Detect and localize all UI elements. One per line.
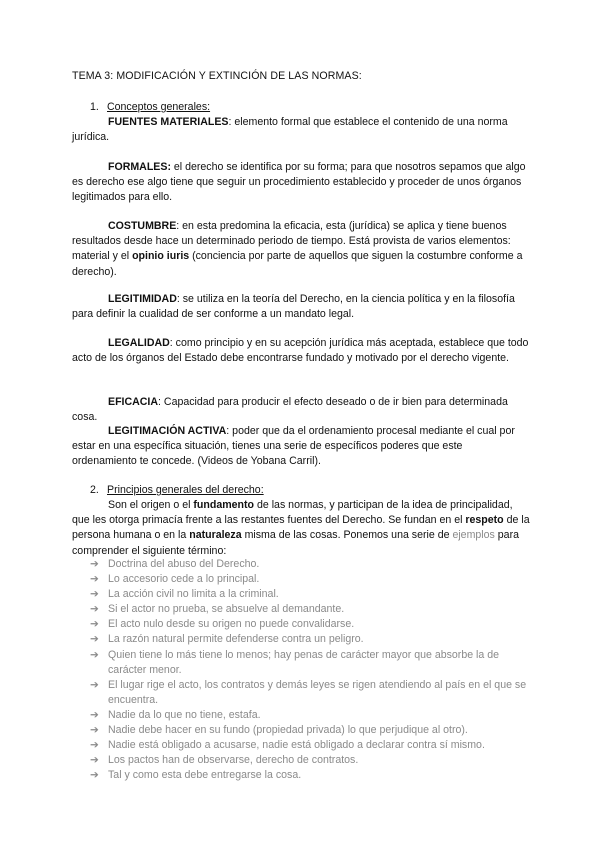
list-item bbox=[90, 738, 530, 753]
paragraph-formales bbox=[72, 160, 530, 206]
list-item bbox=[90, 678, 530, 708]
definition-fuentes-materiales: : elemento formal que establece el contenido de una norma jurídica. bbox=[72, 116, 508, 144]
list-item bbox=[90, 708, 530, 723]
definition-legitimacion-activa: : poder que da el ordenamiento procesal mediante el cual por estar en una específica situación, tienes una serie de específicos poderes que este ordenamiento te concede. (Videos de Yobana Carril). bbox=[72, 425, 515, 468]
list-item bbox=[90, 602, 530, 617]
list-item-text: Si el actor no prueba, se absuelve al demandante. bbox=[108, 603, 345, 616]
list-item-text: El lugar rige el acto, los contratos y demás leyes se rigen atendiendo al país en el que se encuentra. bbox=[108, 678, 527, 706]
term-fuentes-materiales: FUENTES MATERIALES bbox=[108, 116, 229, 128]
paragraph-legitimidad bbox=[72, 292, 530, 322]
definition-legitimidad: : se utiliza en la teoría del Derecho, en la ciencia política y en la filosofía para definir la cualidad de ser conforme a un mandato legal. bbox=[72, 293, 515, 321]
term-formales: FORMALES: bbox=[108, 161, 171, 173]
definition-legalidad: : como principio y en su acepción jurídica más aceptada, establece que todo acto de los órganos del Estado debe encontrarse fundado y motivado por el derecho vigente. bbox=[72, 337, 529, 365]
list-item bbox=[90, 632, 530, 647]
list-item-text: Tal y como esta debe entregarse la cosa. bbox=[108, 769, 302, 782]
list-item-text: Los pactos han de observarse, derecho de contratos. bbox=[108, 754, 359, 767]
arrow-bullet-icon: ➔ bbox=[90, 588, 99, 601]
arrow-bullet-icon: ➔ bbox=[90, 633, 99, 646]
definition-costumbre-1: : en esta predomina la eficacia, esta (jurídica) se aplica y tiene buenos resultados desde hace un determinado periodo de tiempo. Está provista de varios elementos: material y el bbox=[72, 220, 511, 263]
list-item bbox=[90, 587, 530, 602]
term-legalidad: LEGALIDAD bbox=[108, 337, 170, 349]
definition-costumbre-2: (conciencia por parte de aquellos que siguen la costumbre conforme a derecho). bbox=[72, 250, 523, 278]
principios-text-3: de la persona humana o en la bbox=[72, 514, 530, 542]
arrow-bullet-icon: ➔ bbox=[90, 558, 99, 570]
arrow-bullet-icon: ➔ bbox=[90, 648, 99, 661]
section-1-number: 1. bbox=[90, 101, 99, 113]
term-opinio-iuris: opinio iuris bbox=[132, 250, 190, 263]
arrow-bullet-icon: ➔ bbox=[90, 769, 99, 782]
list-item-text: La acción civil no limita a la criminal. bbox=[108, 588, 279, 601]
list-item-text: Quien tiene lo más tiene lo menos; hay penas de carácter mayor que absorbe la de carácter menor. bbox=[108, 648, 500, 676]
arrow-bullet-icon: ➔ bbox=[90, 603, 99, 616]
list-item-text: El acto nulo desde su origen no puede convalidarse. bbox=[108, 618, 355, 631]
list-item-text: La razón natural permite defenderse contra un peligro. bbox=[108, 633, 364, 646]
term-naturaleza: naturaleza bbox=[189, 529, 242, 542]
list-item bbox=[90, 557, 530, 572]
arrow-bullet-icon: ➔ bbox=[90, 739, 99, 752]
arrow-bullet-icon: ➔ bbox=[90, 754, 99, 767]
document-title: TEMA 3: MODIFICACIÓN Y EXTINCIÓN DE LAS NORMAS: bbox=[72, 70, 362, 82]
paragraph-principios bbox=[72, 498, 530, 559]
section-1-title: Conceptos generales: bbox=[107, 101, 211, 113]
term-costumbre: COSTUMBRE bbox=[108, 220, 177, 232]
section-2-number: 2. bbox=[90, 484, 99, 496]
list-item bbox=[90, 572, 530, 587]
arrow-bullet-icon: ➔ bbox=[90, 678, 99, 691]
term-respeto: respeto bbox=[465, 514, 504, 527]
term-legitimacion-activa: LEGITIMACIÓN ACTIVA bbox=[108, 425, 227, 437]
list-item bbox=[90, 723, 530, 738]
principios-text-2: de las normas, y participan de la idea de principalidad, que les otorga primacía frente a las restantes fuentes del Derecho. Se fundan en el bbox=[72, 499, 513, 527]
list-item bbox=[90, 753, 530, 768]
term-fundamento: fundamento bbox=[193, 499, 255, 511]
paragraph-eficacia bbox=[72, 395, 530, 425]
principios-text-4: misma de las cosas. Ponemos una serie de bbox=[241, 529, 453, 542]
section-2-title: Principios generales del derecho: bbox=[107, 484, 264, 496]
definition-formales: el derecho se identifica por su forma; para que nosotros sepamos que algo es derecho ese algo tiene que seguir un procedimiento establecido y proceder de unos órganos legitimados para ello. bbox=[72, 161, 526, 204]
arrow-bullet-icon: ➔ bbox=[90, 573, 99, 586]
examples-list bbox=[90, 557, 530, 783]
principios-text-1: Son el origen o el bbox=[108, 499, 194, 511]
term-eficacia: EFICACIA bbox=[108, 396, 159, 408]
list-item bbox=[90, 648, 530, 678]
arrow-bullet-icon: ➔ bbox=[90, 618, 99, 631]
principios-ejemplos-word: ejemplos bbox=[452, 529, 495, 542]
paragraph-costumbre bbox=[72, 219, 530, 280]
list-item bbox=[90, 617, 530, 632]
list-item-text: Doctrina del abuso del Derecho. bbox=[108, 558, 260, 570]
section-1-heading bbox=[90, 101, 210, 113]
list-item-text: Nadie debe hacer en su fundo (propiedad privada) lo que perjudique al otro). bbox=[108, 724, 468, 737]
arrow-bullet-icon: ➔ bbox=[90, 724, 99, 737]
term-legitimidad: LEGITIMIDAD bbox=[108, 293, 177, 305]
paragraph-legalidad bbox=[72, 336, 530, 366]
paragraph-fuentes-materiales bbox=[72, 115, 530, 145]
list-item-text: Nadie está obligado a acusarse, nadie está obligado a declarar contra sí mismo. bbox=[108, 739, 485, 752]
definition-eficacia: : Capacidad para producir el efecto deseado o de ir bien para determinada cosa. bbox=[72, 396, 508, 424]
section-2-heading bbox=[90, 484, 264, 496]
list-item-text: Lo accesorio cede a lo principal. bbox=[108, 573, 260, 586]
list-item-text: Nadie da lo que no tiene, estafa. bbox=[108, 708, 261, 721]
paragraph-legitimacion-activa bbox=[72, 424, 530, 470]
arrow-bullet-icon: ➔ bbox=[90, 708, 99, 721]
list-item bbox=[90, 768, 530, 783]
principios-text-5: para comprender el siguiente término: bbox=[72, 529, 519, 557]
